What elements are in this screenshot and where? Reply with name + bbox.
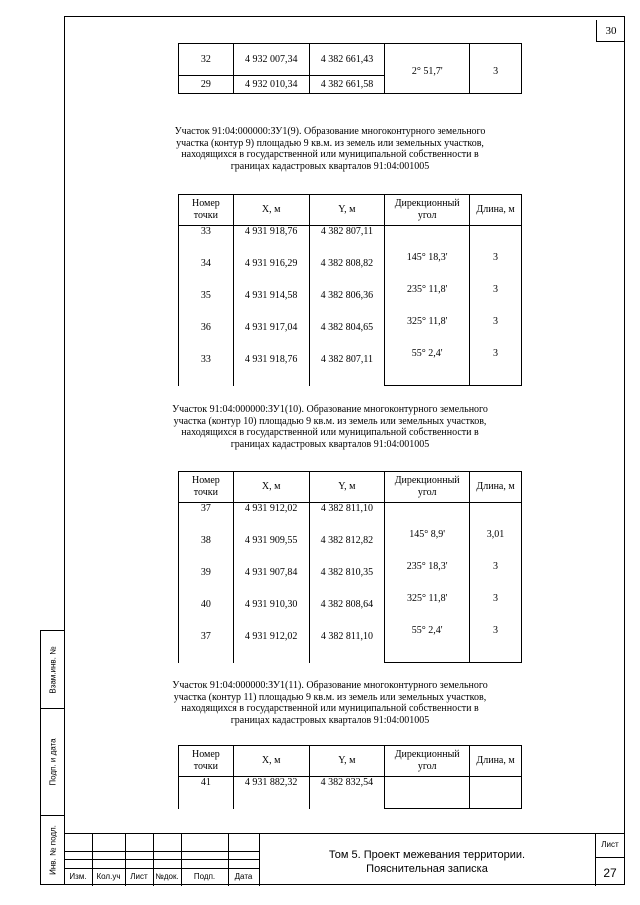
x-cell: 4 931 907,84	[233, 567, 309, 599]
angle-cell: 145° 18,3'	[385, 242, 470, 274]
length-cell: 3	[470, 551, 522, 583]
side-stamp-label: Подп. и дата	[48, 738, 57, 786]
side-stamp-cell	[41, 816, 64, 884]
column-header-angle: Дирекционный угол	[385, 195, 470, 226]
document-title-line: Том 5. Проект межевания территории.	[328, 849, 526, 861]
angle-cell: 325° 11,8'	[385, 306, 470, 338]
angle-cell: 55° 2,4'	[385, 615, 470, 647]
x-cell: 4 931 917,04	[233, 322, 309, 354]
side-stamp-cell	[41, 631, 64, 709]
title-block-rule	[64, 868, 259, 869]
angle-cell: 145° 8,9'	[385, 519, 470, 551]
blank-cell	[470, 777, 522, 793]
side-stamp	[40, 630, 65, 885]
point-cell: 38	[179, 535, 234, 567]
blank-cell	[470, 647, 522, 663]
point-cell: 33	[179, 354, 234, 386]
column-header-y: Y, м	[309, 472, 385, 503]
title-block-rule	[64, 859, 259, 860]
x-cell: 4 931 912,02	[233, 503, 309, 535]
title-block-rule	[595, 857, 625, 858]
blank-cell	[385, 226, 470, 242]
column-header-length: Длина, м	[470, 472, 522, 503]
coordinates-table	[178, 471, 522, 663]
title-block-column-label: Лист	[130, 872, 148, 881]
page-number: 30	[596, 20, 625, 42]
length-cell: 3	[470, 615, 522, 647]
y-cell: 4 382 812,82	[309, 535, 385, 567]
length-cell: 3	[470, 338, 522, 370]
angle-cell: 2° 51,7'	[385, 44, 470, 94]
column-header-point: Номер точки	[179, 195, 234, 226]
point-cell: 39	[179, 567, 234, 599]
title-block-column-label: Кол.уч	[96, 872, 121, 881]
x-cell: 4 931 882,32	[233, 777, 309, 809]
point-cell: 33	[179, 226, 234, 258]
angle-cell: 325° 11,8'	[385, 583, 470, 615]
x-cell: 4 931 912,02	[233, 631, 309, 663]
title-block-column-label: Дата	[234, 872, 253, 881]
y-cell: 4 382 807,11	[309, 226, 385, 258]
section-heading: Участок 91:04:000000:ЗУ1(9). Образование многоконтурного земельного участка (контур 9) площадью 9 кв.м. из земель или земельных участков, находящихся в государственной или муниципальной собственности в границах кадастровых кварталов 91:04:001005	[174, 126, 486, 172]
point-cell: 41	[179, 777, 234, 809]
column-header-point: Номер точки	[179, 472, 234, 503]
section-heading: Участок 91:04:000000:ЗУ1(10). Образование многоконтурного земельного участка (контур 10) площадью 9 кв.м. из земель или земельных участков, находящихся в государственной или муниципальной собственности в границах кадастровых кварталов 91:04:001005	[172, 404, 488, 450]
y-cell: 4 382 808,64	[309, 599, 385, 631]
y-cell: 4 382 806,36	[309, 290, 385, 322]
length-cell: 3,01	[470, 519, 522, 551]
y-cell: 4 382 832,54	[309, 777, 385, 809]
x-cell: 4 932 010,34	[233, 76, 309, 94]
coordinates-table	[178, 745, 522, 809]
y-cell: 4 382 811,10	[309, 503, 385, 535]
title-block	[64, 833, 625, 886]
title-block-rule	[64, 851, 259, 852]
document-title-line: Пояснительная записка	[366, 863, 488, 875]
x-cell: 4 931 918,76	[233, 226, 309, 258]
title-block-column-label: Изм.	[69, 872, 87, 881]
x-cell: 4 931 909,55	[233, 535, 309, 567]
column-header-x: X, м	[233, 195, 309, 226]
point-cell: 35	[179, 290, 234, 322]
y-cell: 4 382 661,43	[309, 44, 385, 76]
side-stamp-label: Взам.инв. №	[48, 645, 57, 694]
title-block-column-label: Подп.	[193, 872, 216, 881]
angle-cell: 235° 11,8'	[385, 274, 470, 306]
blank-cell	[385, 777, 470, 793]
length-cell: 3	[470, 274, 522, 306]
column-header-x: X, м	[233, 472, 309, 503]
blank-cell	[470, 793, 522, 809]
angle-cell: 55° 2,4'	[385, 338, 470, 370]
document-title	[259, 848, 595, 876]
section-heading: Участок 91:04:000000:ЗУ1(11). Образование многоконтурного земельного участка (контур 11) площадью 9 кв.м. из земель или земельных участков, находящихся в государственной или муниципальной собственности в границах кадастровых кварталов 91:04:001005	[172, 680, 488, 726]
x-cell: 4 931 918,76	[233, 354, 309, 386]
length-cell: 3	[470, 242, 522, 274]
x-cell: 4 931 916,29	[233, 258, 309, 290]
y-cell: 4 382 804,65	[309, 322, 385, 354]
x-cell: 4 932 007,34	[233, 44, 309, 76]
title-block-column-label: №док.	[155, 872, 179, 881]
blank-cell	[385, 503, 470, 519]
blank-cell	[470, 370, 522, 386]
point-cell: 29	[179, 76, 234, 94]
continued-coordinates-table	[178, 43, 522, 94]
angle-cell: 235° 18,3'	[385, 551, 470, 583]
x-cell: 4 931 910,30	[233, 599, 309, 631]
length-cell: 3	[470, 44, 522, 94]
coordinates-table	[178, 194, 522, 386]
side-stamp-cell	[41, 709, 64, 816]
length-cell: 3	[470, 306, 522, 338]
y-cell: 4 382 811,10	[309, 631, 385, 663]
blank-cell	[470, 226, 522, 242]
point-cell: 40	[179, 599, 234, 631]
column-header-angle: Дирекционный угол	[385, 472, 470, 503]
blank-cell	[385, 793, 470, 809]
point-cell: 36	[179, 322, 234, 354]
y-cell: 4 382 807,11	[309, 354, 385, 386]
length-cell: 3	[470, 583, 522, 615]
column-header-length: Длина, м	[470, 746, 522, 777]
point-cell: 37	[179, 503, 234, 535]
point-cell: 37	[179, 631, 234, 663]
sheet-label: Лист	[601, 840, 619, 849]
sheet-number: 27	[603, 866, 617, 880]
point-cell: 34	[179, 258, 234, 290]
column-header-y: Y, м	[309, 195, 385, 226]
blank-cell	[385, 647, 470, 663]
point-cell: 32	[179, 44, 234, 76]
blank-cell	[470, 503, 522, 519]
blank-cell	[385, 370, 470, 386]
column-header-angle: Дирекционный угол	[385, 746, 470, 777]
column-header-length: Длина, м	[470, 195, 522, 226]
column-header-point: Номер точки	[179, 746, 234, 777]
y-cell: 4 382 810,35	[309, 567, 385, 599]
side-stamp-label: Инв. № подл.	[48, 825, 57, 875]
column-header-y: Y, м	[309, 746, 385, 777]
column-header-x: X, м	[233, 746, 309, 777]
y-cell: 4 382 808,82	[309, 258, 385, 290]
y-cell: 4 382 661,58	[309, 76, 385, 94]
x-cell: 4 931 914,58	[233, 290, 309, 322]
